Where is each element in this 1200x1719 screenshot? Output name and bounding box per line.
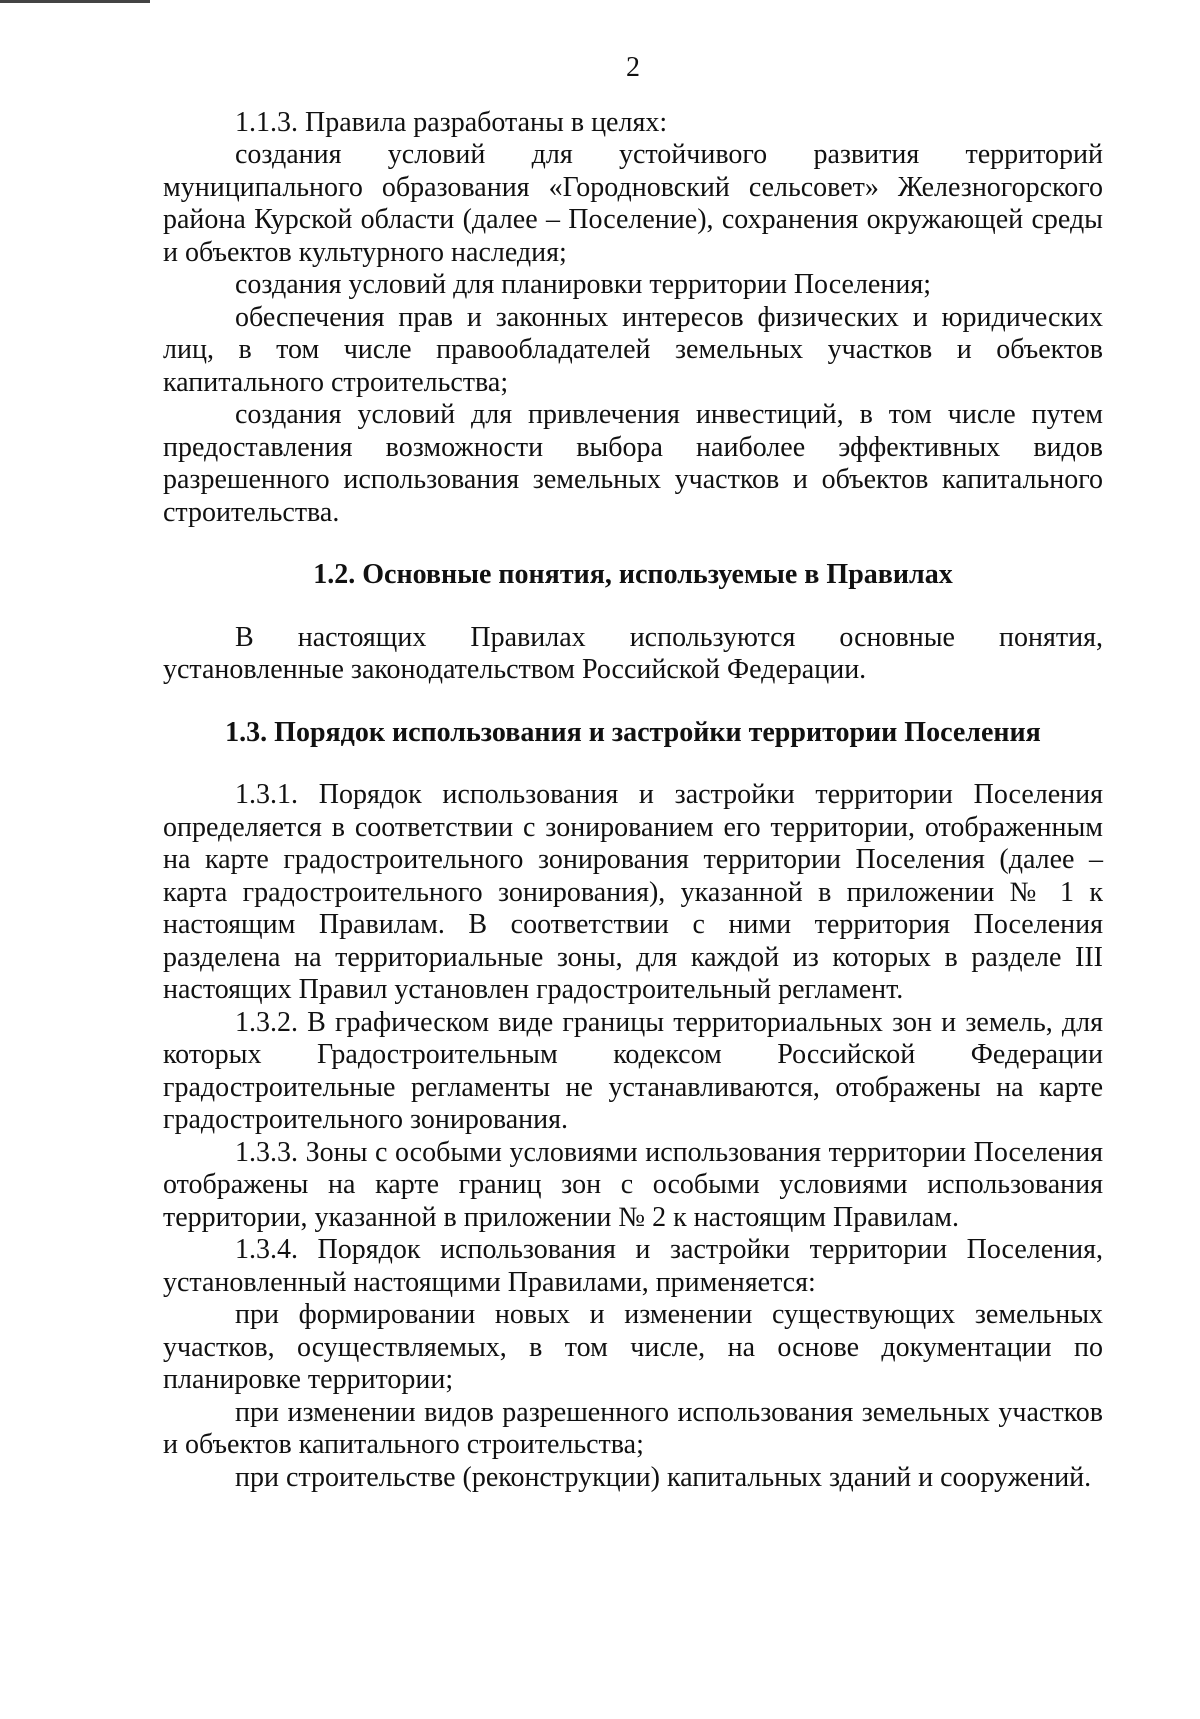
clause-1-3-4: 1.3.4. Порядок использования и застройки территории Поселения, установленный настоящими Правилами, применяется: <box>163 1234 1103 1298</box>
clause-1-1-3-item: создания условий для привлечения инвестиций, в том числе путем предоставления возможности выбора наиболее эффективных видов разрешенного использования земельных участков и объектов капитального строительства. <box>163 399 1103 528</box>
clause-1-3-4-item: при формировании новых и изменении существующих земельных участков, осуществляемых, в том числе, на основе документации по планировке территории; <box>163 1299 1103 1395</box>
page-number: 2 <box>626 52 640 83</box>
document-page <box>163 52 1103 1494</box>
section-heading-1-2: 1.2. Основные понятия, используемые в Правилах <box>313 559 953 590</box>
section-heading-1-3: 1.3. Порядок использования и застройки территории Поселения <box>225 716 1041 748</box>
clause-1-3-3: 1.3.3. Зоны с особыми условиями использования территории Поселения отображены на карте границ зон с особыми условиями использования территории, указанной в приложении № 2 к настоящим Правилам. <box>163 1136 1103 1233</box>
clause-1-3-4-item: при строительстве (реконструкции) капитальных зданий и сооружений. <box>235 1461 1092 1493</box>
clause-1-1-3-item: обеспечения прав и законных интересов физических и юридических лиц, в том числе правообладателей земельных участков и объектов капитального строительства; <box>163 301 1103 398</box>
clause-1-1-3-title: 1.1.3. Правила разработаны в целях: <box>235 106 668 138</box>
clause-1-1-3-item: создания условий для устойчивого развития территорий муниципального образования «Городновский сельсовет» Железногорского района Курской области (далее – Поселение), сохранения окружающей среды и объектов культурного наследия; <box>163 139 1103 268</box>
clause-1-3-1: 1.3.1. Порядок использования и застройки территории Поселения определяется в соответствии с зонированием его территории, отображенным на карте градостроительного зонирования территории Поселения (далее – карта градостроительного зонирования), указанной в приложении № 1 к настоящим Правилам. В соответствии с ними территория Поселения разделена на территориальные зоны, для каждой из которых в разделе III настоящих Правил установлен градостроительный регламент. <box>163 779 1103 1005</box>
section-1-2-text: В настоящих Правилах используются основные понятия, установленные законодательством Российской Федерации. <box>163 621 1103 685</box>
clause-1-3-2: 1.3.2. В графическом виде границы территориальных зон и земель, для которых Градостроительным кодексом Российской Федерации градостроительные регламенты не устанавливаются, отображены на карте градостроительного зонирования. <box>163 1006 1103 1135</box>
clause-1-3-4-item: при изменении видов разрешенного использования земельных участков и объектов капитального строительства; <box>163 1396 1103 1460</box>
clause-1-1-3-item: создания условий для планировки территории Поселения; <box>235 269 931 300</box>
scan-edge-mark <box>0 0 150 3</box>
